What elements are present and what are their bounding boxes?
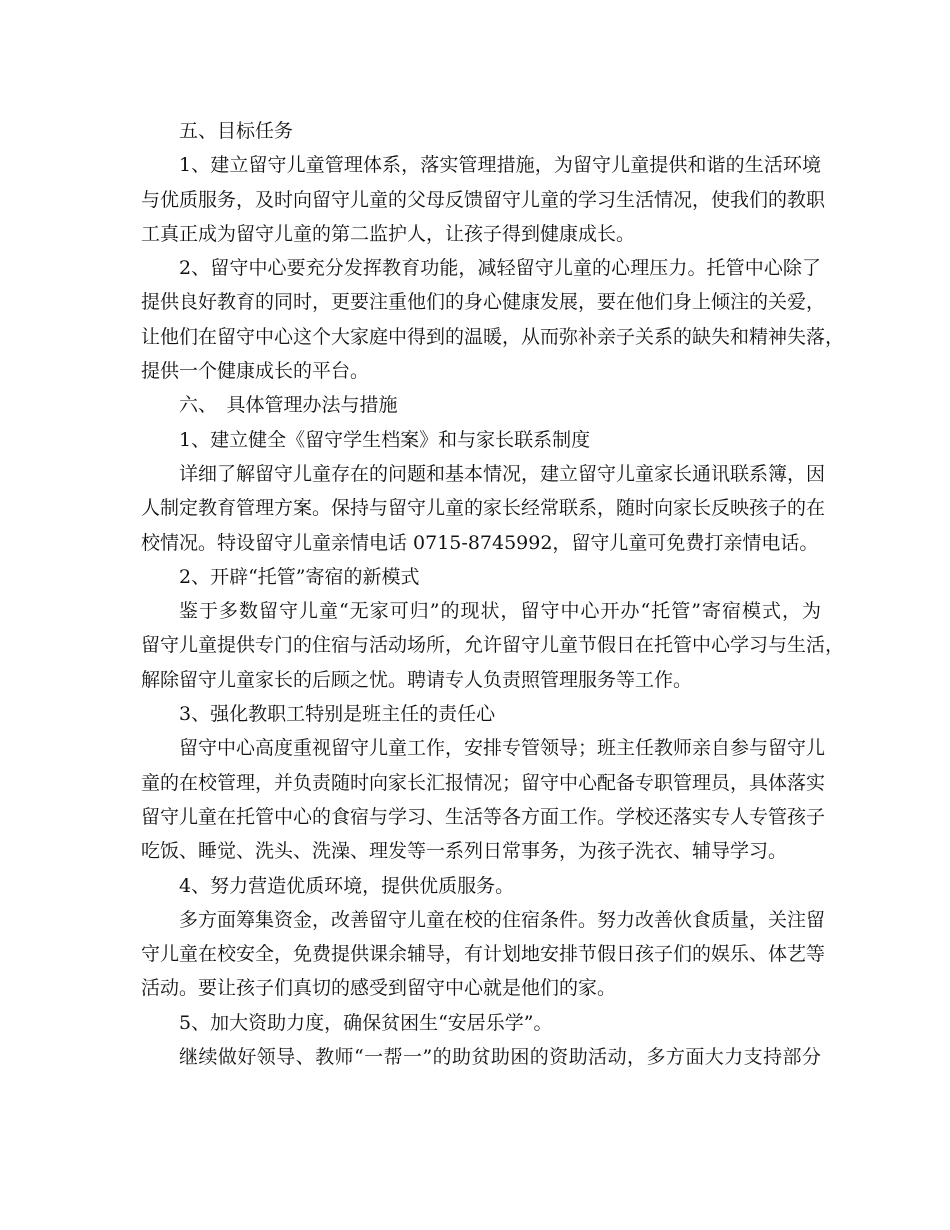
text-line: 与优质服务，及时向留守儿童的父母反馈留守儿童的学习生活情况，使我们的教职 xyxy=(141,188,826,211)
text-line: 提供一个健康成长的平台。 xyxy=(141,360,370,383)
text-line: 解除留守儿童家长的后顾之忧。聘请专人负责照管理服务等工作。 xyxy=(141,668,693,691)
text-line: 2、留守中心要充分发挥教育功能，减轻留守儿童的心理压力。托管中心除了 xyxy=(179,257,821,280)
text-line: 继续做好领导、教师“一帮一”的助贫助困的资助活动，多方面大力支持部分 xyxy=(179,1046,821,1069)
text-line: 吃饭、睡觉、洗头、洗澡、理发等一系列日常事务，为孩子洗衣、辅导学习。 xyxy=(141,840,788,863)
text-line: 详细了解留守儿童存在的问题和基本情况，建立留守儿童家长通讯联系簿，因 xyxy=(179,462,826,485)
text-line: 五、目标任务 xyxy=(179,120,294,142)
text-line: 多方面筹集资金，改善留守儿童在校的住宿条件。努力改善伙食质量，关注留 xyxy=(179,908,826,931)
text-line: 提供良好教育的同时，更要注重他们的身心健康发展，要在他们身上倾注的关爱， xyxy=(141,291,826,314)
text-line: 校情况。特设留守儿童亲情电话 0715-8745992，留守儿童可免费打亲情电话。 xyxy=(141,531,819,554)
text-line: 工真正成为留守儿童的第二监护人，让孩子得到健康成长。 xyxy=(141,222,636,245)
text-line: 4、努力营造优质环境，提供优质服务。 xyxy=(179,874,515,897)
text-line: 让他们在留守中心这个大家庭中得到的温暖，从而弥补亲子关系的缺失和精神失落， xyxy=(141,325,845,348)
text-line: 5、加大资助力度，确保贫困生“安居乐学”。 xyxy=(179,1011,553,1034)
text-line: 留守中心高度重视留守儿童工作，安排专管领导；班主任教师亲自参与留守儿 xyxy=(179,737,826,760)
text-line: 留守儿童在托管中心的食宿与学习、生活等各方面工作。学校还落实专人专管孩子 xyxy=(141,805,826,828)
text-line: 留守儿童提供专门的住宿与活动场所，允许留守儿童节假日在托管中心学习与生活， xyxy=(141,634,845,657)
text-line: 六、 具体管理办法与措施 xyxy=(179,394,398,417)
text-line: 2、开辟“托管”寄宿的新模式 xyxy=(179,565,420,588)
text-line: 3、强化教职工特别是班主任的责任心 xyxy=(179,703,496,726)
text-line: 人制定教育管理方案。保持与留守儿童的家长经常联系，随时向家长反映孩子的在 xyxy=(141,497,826,520)
text-line: 童的在校管理，并负责随时向家长汇报情况；留守中心配备专职管理员，具体落实 xyxy=(141,771,826,794)
text-line: 守儿童在校安全，免费提供课余辅导，有计划地安排节假日孩子们的娱乐、体艺等 xyxy=(141,943,826,966)
text-line: 1、建立健全《留守学生档案》和与家长联系制度 xyxy=(179,428,591,451)
text-line: 1、建立留守儿童管理体系，落实管理措施，为留守儿童提供和谐的生活环境 xyxy=(179,154,821,177)
text-line: 鉴于多数留守儿童“无家可归”的现状，留守中心开办“托管”寄宿模式，为 xyxy=(179,600,821,623)
document-page xyxy=(141,114,845,1074)
text-line: 活动。要让孩子们真切的感受到留守中心就是他们的家。 xyxy=(141,977,617,1000)
